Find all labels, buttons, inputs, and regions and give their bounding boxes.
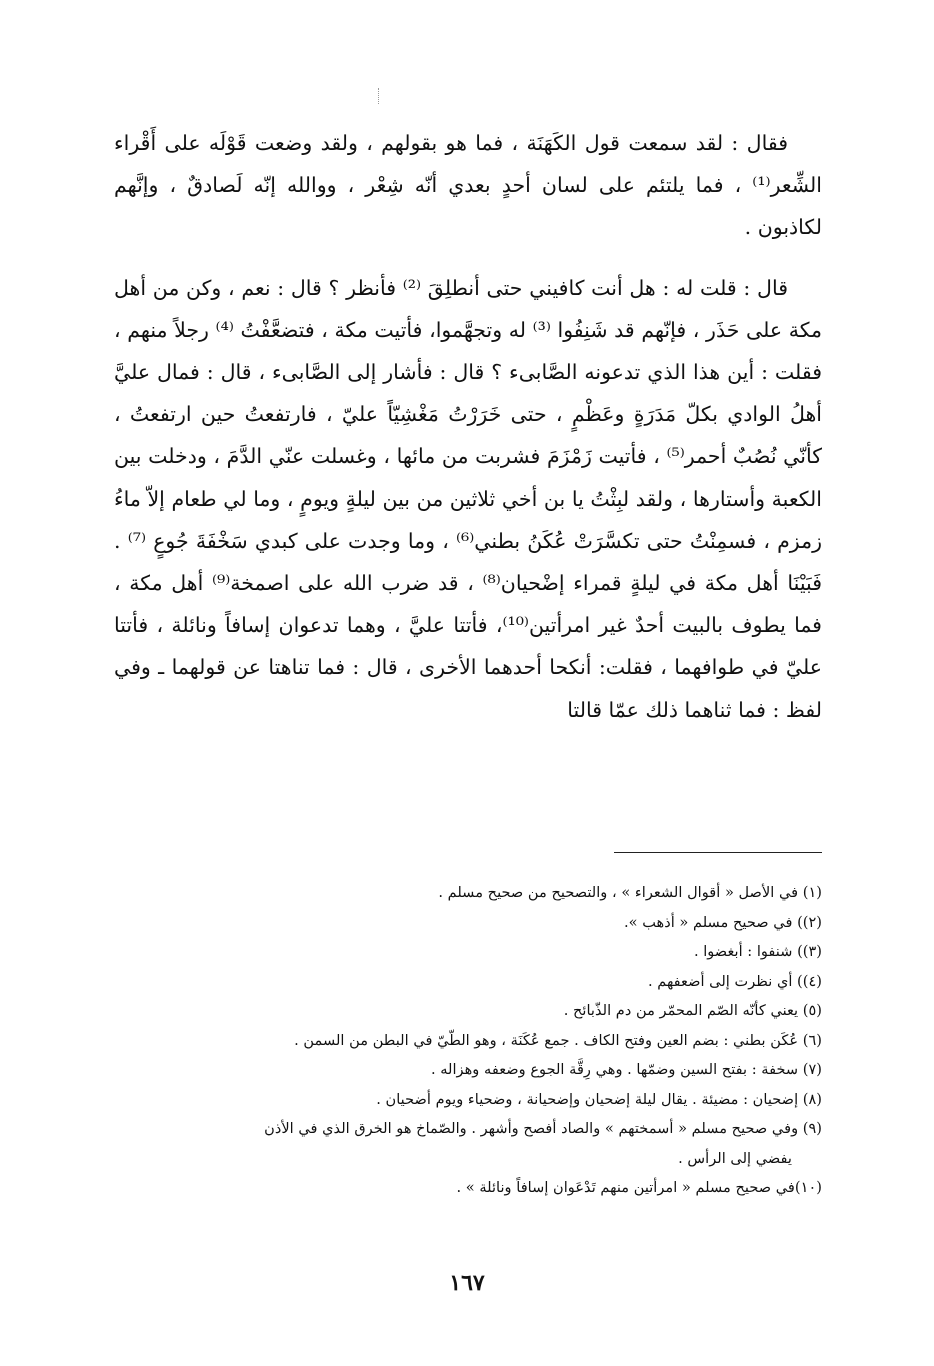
footnote-10: (١٠)في صحيح مسلم « امرأتين منهم تَدْعَوان إسافاً ونائلة » . xyxy=(456,1179,822,1196)
footnote-9-continued: يفضي إلى الرأس . xyxy=(678,1149,792,1167)
footnote-9: (٩) وفي صحيح مسلم « أسمختهم » والصاد أفصح وأشهر . والصّماخ هو الخرق الذي في الأذن xyxy=(264,1120,822,1137)
main-text xyxy=(114,122,822,731)
page-mark xyxy=(378,88,385,104)
paragraph-1: فقال : لقد سمعت قول الكَهَنَة ، فما هو بقولهم ، ولقد وضعت قَوْلَه على أَقْراء الشِّعر⁽¹⁾ ، فما يلتئم على لسان أحدٍ بعدي أنّه شِعْر ، ووالله إنّه لَصادقٌ ، وإنَّهم لكاذبون . xyxy=(114,131,822,240)
footnote-2: (٢)) في صحيح مسلم « أذهب ». xyxy=(624,913,822,931)
footnote-8: (٨) إضحيان : مضيئة . يقال ليلة إضحيان وإضحيانة ، وضحياء ويوم أضحيان . xyxy=(376,1090,822,1108)
footnote-1: (١) في الأصل « أقوال الشعراء » ، والتصحيح من صحيح مسلم . xyxy=(438,884,822,901)
footnote-5: (٥) يعني كأنّه الصّم المحمّر من دم الذّبائح . xyxy=(563,1002,822,1019)
footnotes xyxy=(114,878,822,1203)
footnote-4: (٤)) أي نظرت إلى أضعفهم . xyxy=(647,972,822,990)
footnote-separator xyxy=(614,852,822,853)
page-number: ١٦٧ xyxy=(449,1270,485,1296)
footnote-3: (٣)) شنفوا : أبغضوا . xyxy=(693,943,822,960)
paragraph-2: قال : قلت له : هل أنت كافيني حتى أنطلِقَ ⁽²⁾ فأنظر ؟ قال : نعم ، وكن من أهل مكة على حَذَر ، فإنّهم قد شَنِفُوا ⁽³⁾ له وتجهَّموا، فأتيت مكة ، فتضعَّفْتُ ⁽⁴⁾ رجلاً منهم ، فقلت : أين هذا الذي تدعونه الصَّابىء ؟ قال : فأشار إلى الصَّابىء ، قال : فمال عليَّ أهلُ الوادي بكلّ مَدَرَةٍ وعَظْمٍ ، حتى خَرَرْتُ مَغْشِيّاً عليّ ، فارتفعتُ حين ارتفعتُ ، كأنّي نُصُبٌ أحمر⁽⁵⁾ ، فأتيت زَمْزَمَ فشربت من مائها ، وغسلت عنّي الدَّمَ ، ودخلت بين الكعبة وأستارها ، ولقد لبِثْتُ يا بن أخي ثلاثين من بين ليلةٍ ويومٍ ، وما لي طعام إلاّ ماءُ زمزم ، فسمِنْتُ حتى تكسَّرَتْ عُكَنُ بطني⁽⁶⁾ ، وما وجدت على كبدي سَخْفَةَ جُوعٍ ⁽⁷⁾ . فَبَيْنَا أهل مكة في ليلةٍ قمراء إضْحيان⁽⁸⁾ ، قد ضرب الله على اصمخة⁽⁹⁾ أهل مكة ، فما يطوف بالبيت أحدٌ غير امرأتين⁽¹⁰⁾، فأتتا عليَّ ، وهما تدعوان إسافاً ونائلة ، فأتتا عليّ في طوافهما ، فقلت: أنكحا أحدهما الأخرى ، قال : فما تناهتا عن قولهما ـ وفي لفظ : فما ثناهما ذلك عمّا قالتا xyxy=(114,275,823,722)
footnote-6: (٦) عُكَن بطني : بضم العين وفتح الكاف . جمع عُكَنَة ، وهو الطّيّ في البطن من السمن . xyxy=(294,1031,822,1049)
footnote-7: (٧) سخفة : بفتح السين وضمّها . وهي رِقَّة الجوع وضعفه وهزاله . xyxy=(430,1061,822,1078)
